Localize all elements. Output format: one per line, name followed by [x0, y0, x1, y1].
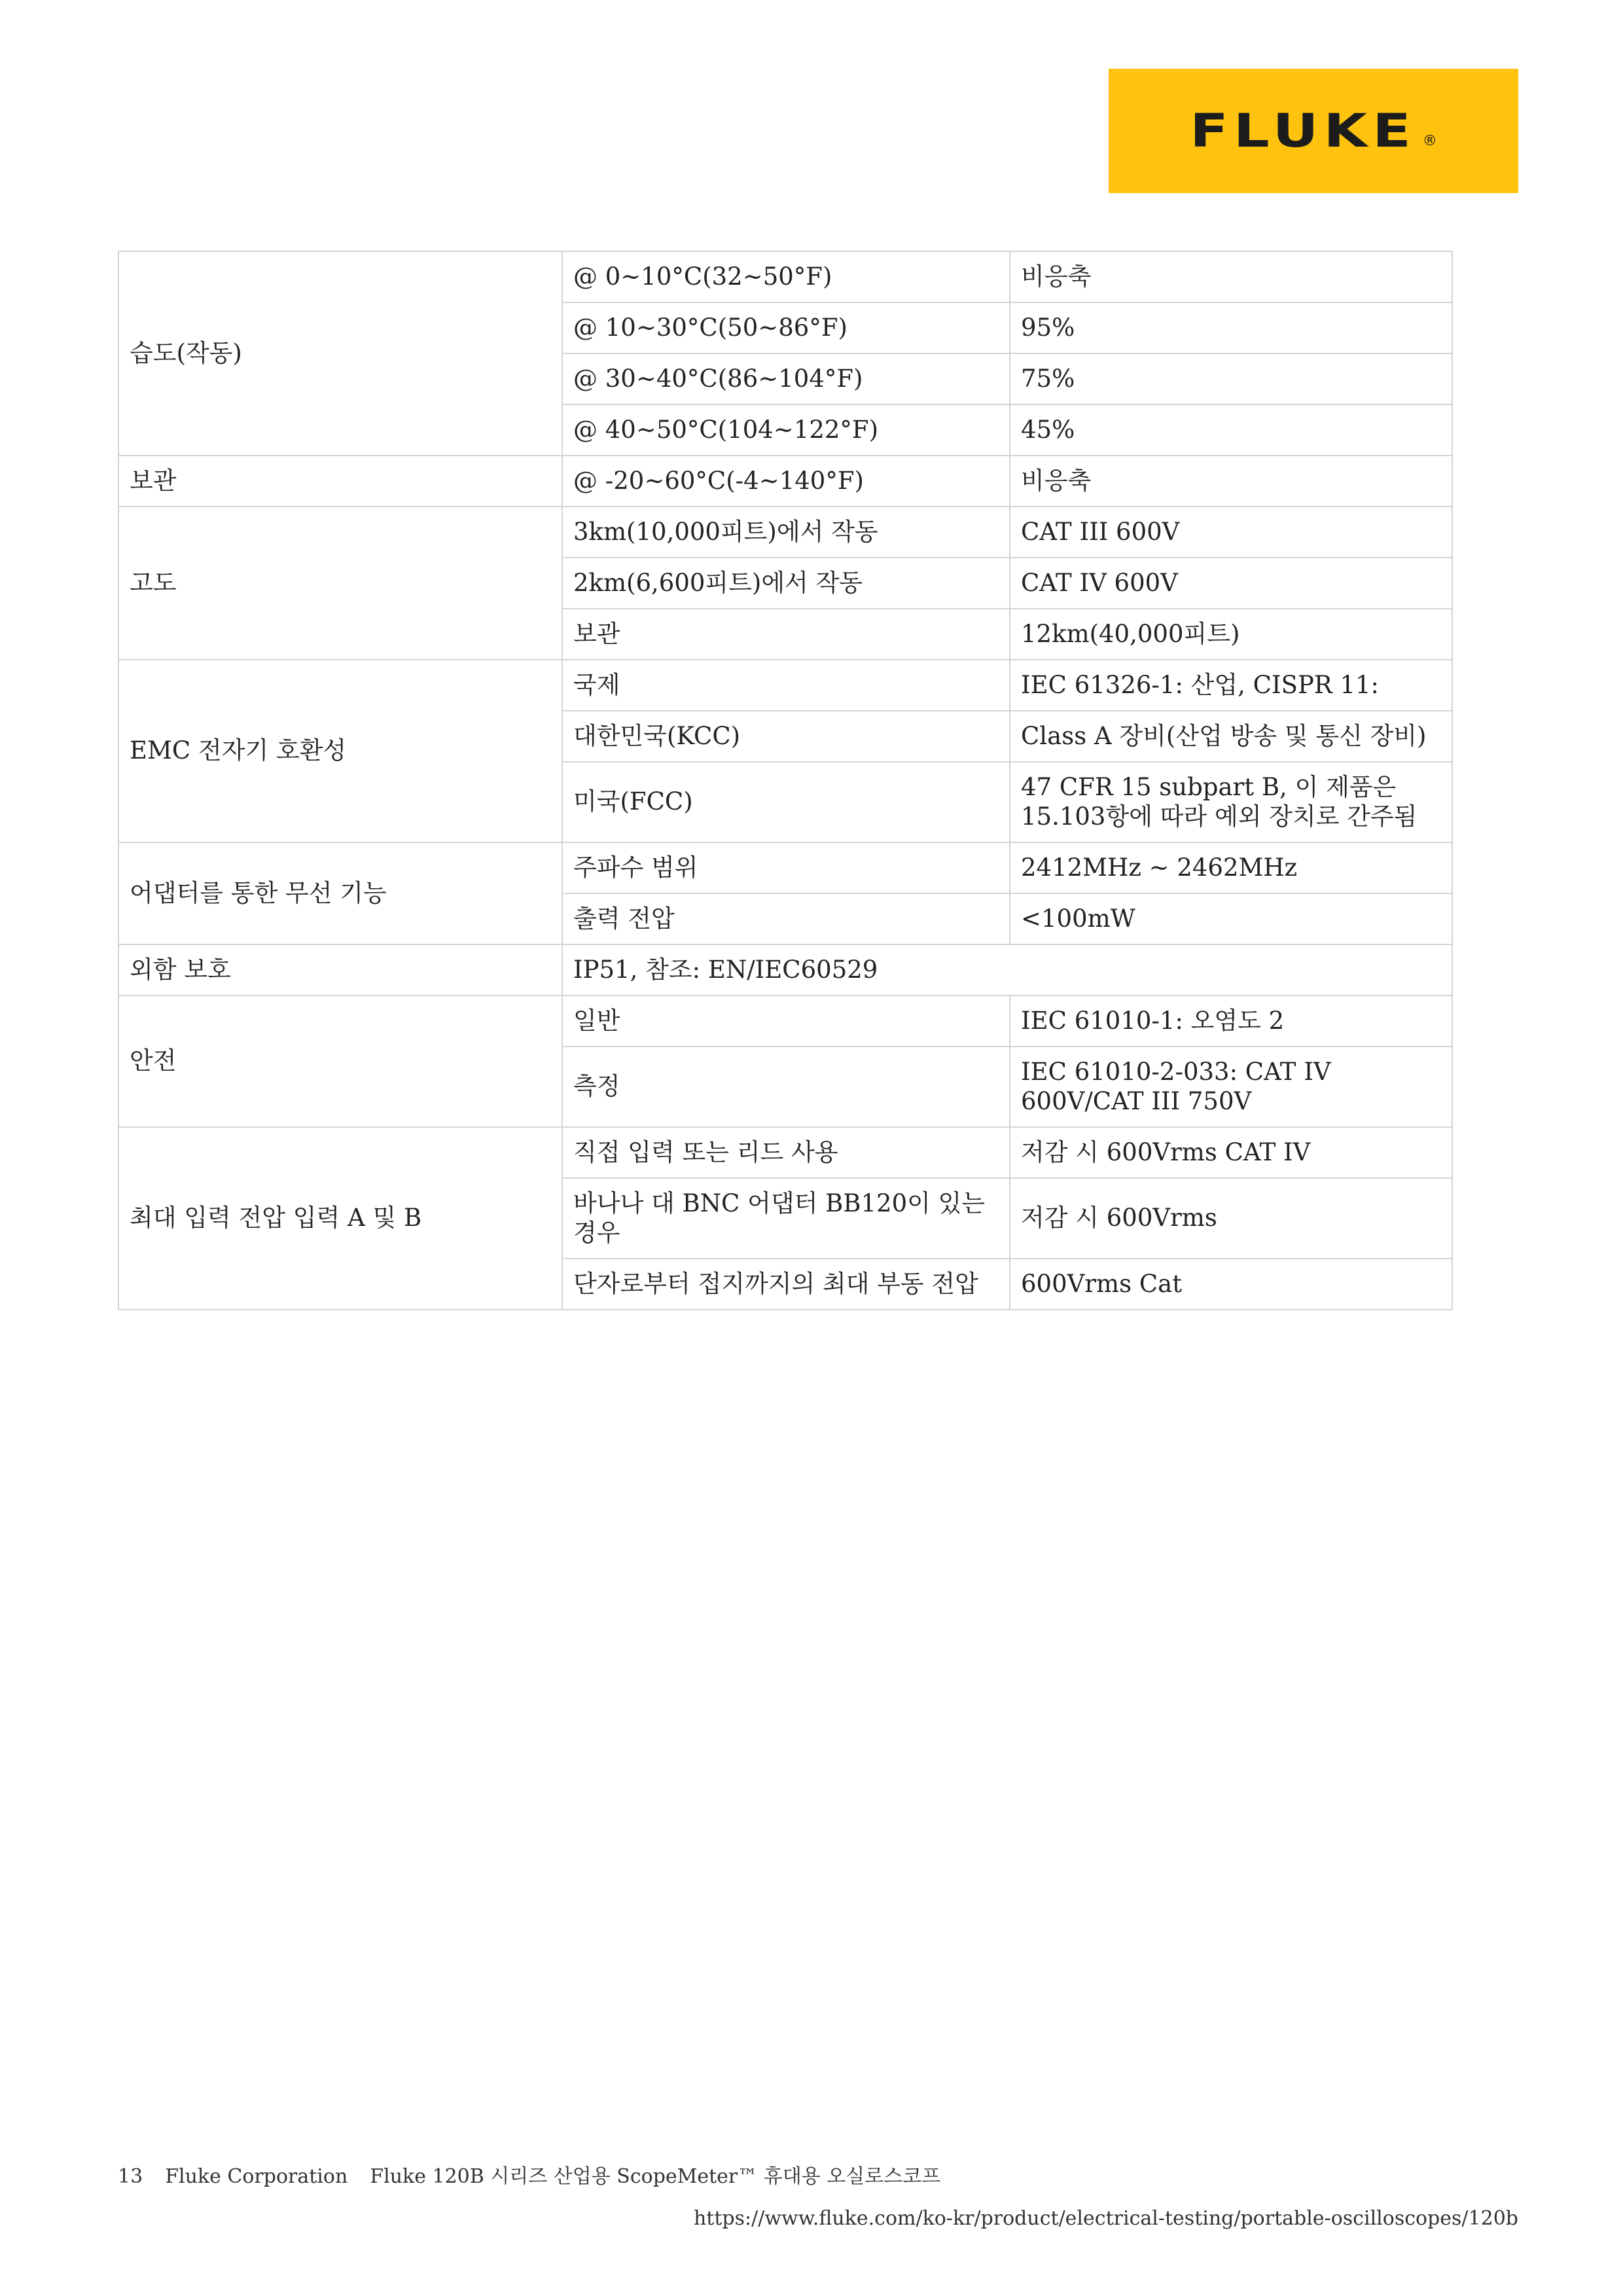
value-cell: <100mW	[1010, 893, 1452, 944]
condition-cell: 측정	[562, 1047, 1010, 1127]
condition-cell: 출력 전압	[562, 893, 1010, 944]
logo-text: FLUKE	[1190, 104, 1416, 158]
label-wireless: 어댑터를 통한 무선 기능	[118, 842, 562, 944]
condition-cell: 대한민국(KCC)	[562, 711, 1010, 762]
registered-mark: ®	[1422, 132, 1437, 149]
table-row	[118, 660, 1452, 711]
value-cell: 95%	[1010, 302, 1452, 353]
label-max-input: 최대 입력 전압 입력 A 및 B	[118, 1127, 562, 1310]
value-cell: 비응축	[1010, 456, 1452, 507]
value-cell: 600Vrms Cat	[1010, 1259, 1452, 1310]
table-row	[118, 944, 1452, 996]
condition-cell: 국제	[562, 660, 1010, 711]
condition-cell: 주파수 범위	[562, 842, 1010, 893]
table-row	[118, 251, 1452, 302]
table-row	[118, 996, 1452, 1047]
condition-cell: @ -20~60°C(-4~140°F)	[562, 456, 1010, 507]
table-row	[118, 507, 1452, 558]
document-title: Fluke 120B 시리즈 산업용 ScopeMeter™ 휴대용 오실로스코프	[370, 2165, 941, 2188]
value-cell: IEC 61326-1: 산업, CISPR 11:	[1010, 660, 1452, 711]
condition-cell: 보관	[562, 609, 1010, 660]
fluke-logo	[1109, 69, 1518, 193]
condition-cell: 직접 입력 또는 리드 사용	[562, 1127, 1010, 1178]
condition-cell: 미국(FCC)	[562, 762, 1010, 842]
condition-cell: 3km(10,000피트)에서 작동	[562, 507, 1010, 558]
value-cell: 47 CFR 15 subpart B, 이 제품은 15.103항에 따라 예외 장치로 간주됨	[1010, 762, 1452, 842]
value-cell: 저감 시 600Vrms CAT IV	[1010, 1127, 1452, 1178]
label-enclosure: 외함 보호	[118, 944, 562, 996]
value-cell: 12km(40,000피트)	[1010, 609, 1452, 660]
condition-cell: 2km(6,600피트)에서 작동	[562, 558, 1010, 609]
table-row	[118, 1127, 1452, 1178]
value-cell: 75%	[1010, 353, 1452, 404]
label-altitude: 고도	[118, 507, 562, 660]
value-cell: IEC 61010-1: 오염도 2	[1010, 996, 1452, 1047]
footer-url[interactable]: https://www.fluke.com/ko-kr/product/electrical-testing/portable-oscilloscopes/120b	[693, 2207, 1518, 2230]
condition-cell: 바나나 대 BNC 어댑터 BB120이 있는 경우	[562, 1178, 1010, 1259]
page-footer	[118, 2160, 963, 2189]
company-name: Fluke Corporation	[165, 2165, 348, 2188]
condition-cell: 일반	[562, 996, 1010, 1047]
condition-cell: @ 40~50°C(104~122°F)	[562, 404, 1010, 456]
page-number: 13	[118, 2165, 143, 2188]
label-storage: 보관	[118, 456, 562, 507]
value-cell: 저감 시 600Vrms	[1010, 1178, 1452, 1259]
condition-cell: @ 10~30°C(50~86°F)	[562, 302, 1010, 353]
label-emc: EMC 전자기 호환성	[118, 660, 562, 842]
label-humidity: 습도(작동)	[118, 251, 562, 456]
value-cell: CAT III 600V	[1010, 507, 1452, 558]
value-cell: CAT IV 600V	[1010, 558, 1452, 609]
table-row	[118, 456, 1452, 507]
value-cell: 2412MHz ~ 2462MHz	[1010, 842, 1452, 893]
value-cell: 45%	[1010, 404, 1452, 456]
condition-cell: 단자로부터 접지까지의 최대 부동 전압	[562, 1259, 1010, 1310]
value-cell: IEC 61010-2-033: CAT IV 600V/CAT III 750V	[1010, 1047, 1452, 1127]
value-cell: IP51, 참조: EN/IEC60529	[562, 944, 1452, 996]
table-row	[118, 842, 1452, 893]
condition-cell: @ 0~10°C(32~50°F)	[562, 251, 1010, 302]
condition-cell: @ 30~40°C(86~104°F)	[562, 353, 1010, 404]
value-cell: 비응축	[1010, 251, 1452, 302]
label-safety: 안전	[118, 996, 562, 1127]
specifications-table	[118, 251, 1453, 1310]
value-cell: Class A 장비(산업 방송 및 통신 장비)	[1010, 711, 1452, 762]
